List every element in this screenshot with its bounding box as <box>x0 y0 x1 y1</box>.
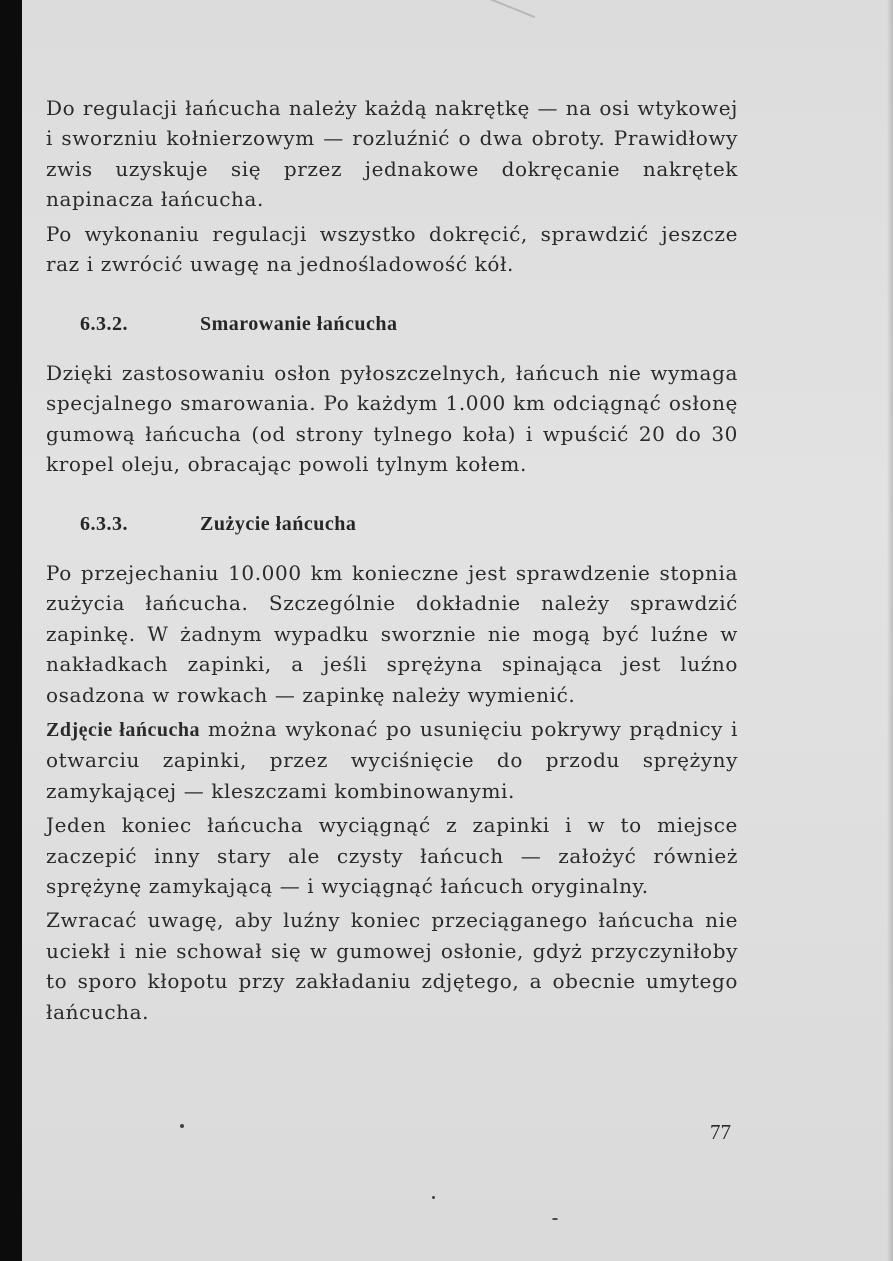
paragraph-caution: Zwracać uwagę, aby luźny koniec przeciąganego łańcucha nie uciekł i nie schował się w gumowej osłonie, gdyż przyczyniłoby to sporo kłopotu przy zakładaniu zdjętego, a obecnie umytego łańcucha. <box>46 908 738 1024</box>
section-title: Smarowanie łańcucha <box>200 313 398 336</box>
paragraph-lubrication: Dzięki zastosowaniu osłon pyłoszczelnych, łańcuch nie wymaga specjalnego smarowania. Po każdym 1.000 km odciągnąć osłonę gumową łańcucha (od strony tylnego koła) i wpuścić 20 do 30 kropel oleju, obracając powoli tylnym kołem. <box>46 360 738 477</box>
section-title: Zużycie łańcucha <box>200 513 357 536</box>
section-heading-wear <box>80 509 738 539</box>
paragraph-after-adjustment: Po wykonaniu regulacji wszystko dokręcić, sprawdzić jeszcze raz i zwrócić uwagę na jednośladowość kół. <box>46 221 738 277</box>
paragraph-chain-adjustment: Do regulacji łańcucha należy każdą nakrętkę — na osi wtykowej i sworzniu kołnierzowym — rozluźnić o dwa obroty. Prawidłowy zwis uzyskuje się przez jednakowe dokręcanie nakrętek napinacza łańcucha. <box>46 96 738 212</box>
section-number: 6.3.3. <box>80 513 128 536</box>
scan-speck <box>552 1218 558 1220</box>
page-number: 77 <box>710 1120 731 1144</box>
body-text <box>46 93 738 1031</box>
scan-speck <box>432 1196 435 1199</box>
page-edge-shadow <box>887 0 893 1261</box>
chain-removal-lead: Zdjęcie łańcucha <box>46 718 200 741</box>
paragraph-wear-check: Po przejechaniu 10.000 km konieczne jest sprawdzenie stopnia zużycia łańcucha. Szczególnie dokładnie należy sprawdzić zapinkę. W żadnym wypadku sworznie nie mogą być luźne w nakładkach zapinki, a jeśli sprężyna spinająca jest luźno osadzona w rowkach — zapinkę należy wymienić. <box>46 560 738 707</box>
section-number: 6.3.2. <box>80 313 128 336</box>
chain-removal-text: można wykonać po usunięciu pokrywy prądnicy i otwarciu zapinki, przez wyciśnięcie do przodu sprężyny zamykającej — kleszczami kombinowanymi. <box>46 716 738 803</box>
scan-speck <box>180 1124 184 1128</box>
corner-fold <box>470 0 536 18</box>
binding-edge <box>0 0 22 1261</box>
paragraph-chain-removal <box>46 714 738 806</box>
section-heading-lubrication <box>80 309 738 339</box>
paragraph-chain-swap: Jeden koniec łańcucha wyciągnąć z zapinki i w to miejsce zaczepić inny stary ale czysty łańcuch — założyć również sprężynę zamykającą — i wyciągnąć łańcuch oryginalny. <box>46 813 738 898</box>
